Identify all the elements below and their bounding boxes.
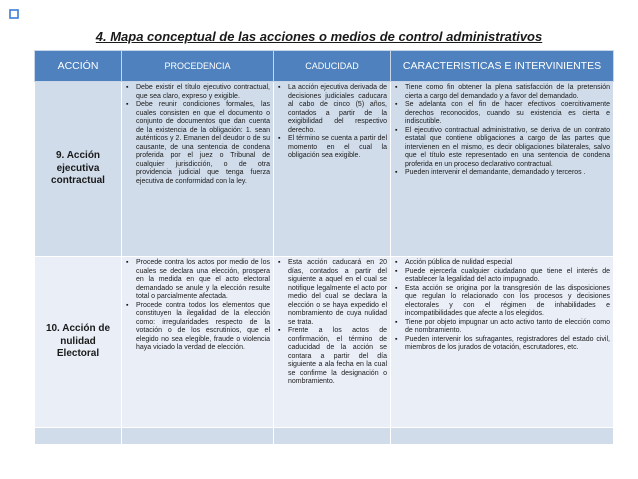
list-item: ▪ Tiene por objeto impugnar un acto activo tanto de elección como de nombramiento. xyxy=(405,319,610,336)
table-row xyxy=(35,82,614,257)
list-item: ▪ Frente a los actos de confirmación, el término de caducidad de la acción se contara a partir del día siguiente a ala fecha en la cual se confirme la designación o nombramiento. xyxy=(288,327,387,387)
accion-cell: 10. Acción de nulidad Electoral xyxy=(35,257,122,428)
table-row xyxy=(35,257,614,428)
list-item: ▪ Debe reunir condiciones formales, las cuales consisten en que el documento o conjunto de documentos que dan cuenta de la existencia de la obligación: 1. sean auténticos y 2. Emanen del deudor o de su causante, de una sentencia de condena proferida por el juez o Tribunal de cualquier jurisdicción, o de otra providencia judicial que tenga fuerza ejecutiva de conformidad con la ley. xyxy=(136,101,270,186)
list-item: ▪ Tiene como fin obtener la plena satisfacción de la pretensión cierta a cargo del demandado y a favor del demandado. xyxy=(405,84,610,101)
square-bullet-icon xyxy=(8,8,20,20)
empty-cell xyxy=(35,428,122,445)
header-caducidad: CADUCIDAD xyxy=(274,51,391,82)
header-procedencia: PROCEDENCIA xyxy=(122,51,274,82)
list-item: ▪ Esta acción caducará en 20 días, contados a partir del siguiente a aquel en el cual se notifique legalmente el acto por medio del cual se declara la elección o se haya expedido el nombramiento de cuya nulidad se trata. xyxy=(288,259,387,327)
list-item: ▪ Acción pública de nulidad especial xyxy=(405,259,610,268)
caducidad-cell xyxy=(274,257,391,428)
list-item: ▪ Procede contra los actos por medio de los cuales se declara una elección, prospera en la medida en que el acto electoral demandado se anule y la elección resulte total o parcialmente afectada. xyxy=(136,259,270,302)
procedencia-cell xyxy=(122,82,274,257)
list-item: ▪ Puede ejercerla cualquier ciudadano que tiene el interés de establecer la legalidad del acto impugnado. xyxy=(405,268,610,285)
list-item: ▪ Pueden intervenir los sufragantes, registradores del estado civil, miembros de los jurados de votación, escrutadores, etc. xyxy=(405,336,610,353)
list-item: ▪ Debe existir el título ejecutivo contractual, que sea claro, expreso y exigible. xyxy=(136,84,270,101)
list-item: ▪ Se adelanta con el fin de hacer efectivos coercitivamente derechos reconocidos, cuando su existencia es cierta e indiscutible. xyxy=(405,101,610,127)
empty-cell xyxy=(274,428,391,445)
header-caracteristicas: CARACTERISTICAS E INTERVINIENTES xyxy=(391,51,614,82)
list-item: ▪ Pueden intervenir el demandante, demandado y terceros . xyxy=(405,169,610,178)
caducidad-cell xyxy=(274,82,391,257)
empty-cell xyxy=(391,428,614,445)
header-row xyxy=(35,51,614,82)
header-accion: ACCIÓN xyxy=(35,51,122,82)
caracteristicas-cell xyxy=(391,82,614,257)
list-item: ▪ Procede contra todos los elementos que constituyen la ilegalidad de la elección como: irregularidades respecto de la votación o de los escrutinios, que el elegido no sea elegible, fraude o violencia haya viciado la verdad de elección. xyxy=(136,302,270,353)
caracteristicas-cell xyxy=(391,257,614,428)
accion-cell: 9. Acción ejecutiva contractual xyxy=(35,82,122,257)
empty-cell xyxy=(122,428,274,445)
page-title: 4. Mapa conceptual de las acciones o medios de control administrativos xyxy=(95,29,543,44)
list-item: ▪ La acción ejecutiva derivada de decisiones judiciales caducara al cabo de cinco (5) años, contados a partir de la exigibilidad del respectivo derecho. xyxy=(288,84,387,135)
empty-row xyxy=(35,428,614,445)
list-item: ▪ El ejecutivo contractual administrativo, se deriva de un contrato estatal que contiene obligaciones a cargo de las partes que intervienen en el mismo, es decir obligaciones bilaterales, salvo que el título este representado en una sentencia de condena proferida en un proceso declarativo contractual. xyxy=(405,127,610,170)
actions-table xyxy=(34,50,614,445)
list-item: ▪ Esta acción se origina por la transgresión de las disposiciones que regulan lo relacionado con los procesos y decisiones electorales y con el régimen de inhabilidades e incompatibilidades que afecte a los elegidos. xyxy=(405,285,610,319)
procedencia-cell xyxy=(122,257,274,428)
list-item: ▪ El término se cuenta a partir del momento en el cual la obligación sea exigible. xyxy=(288,135,387,161)
